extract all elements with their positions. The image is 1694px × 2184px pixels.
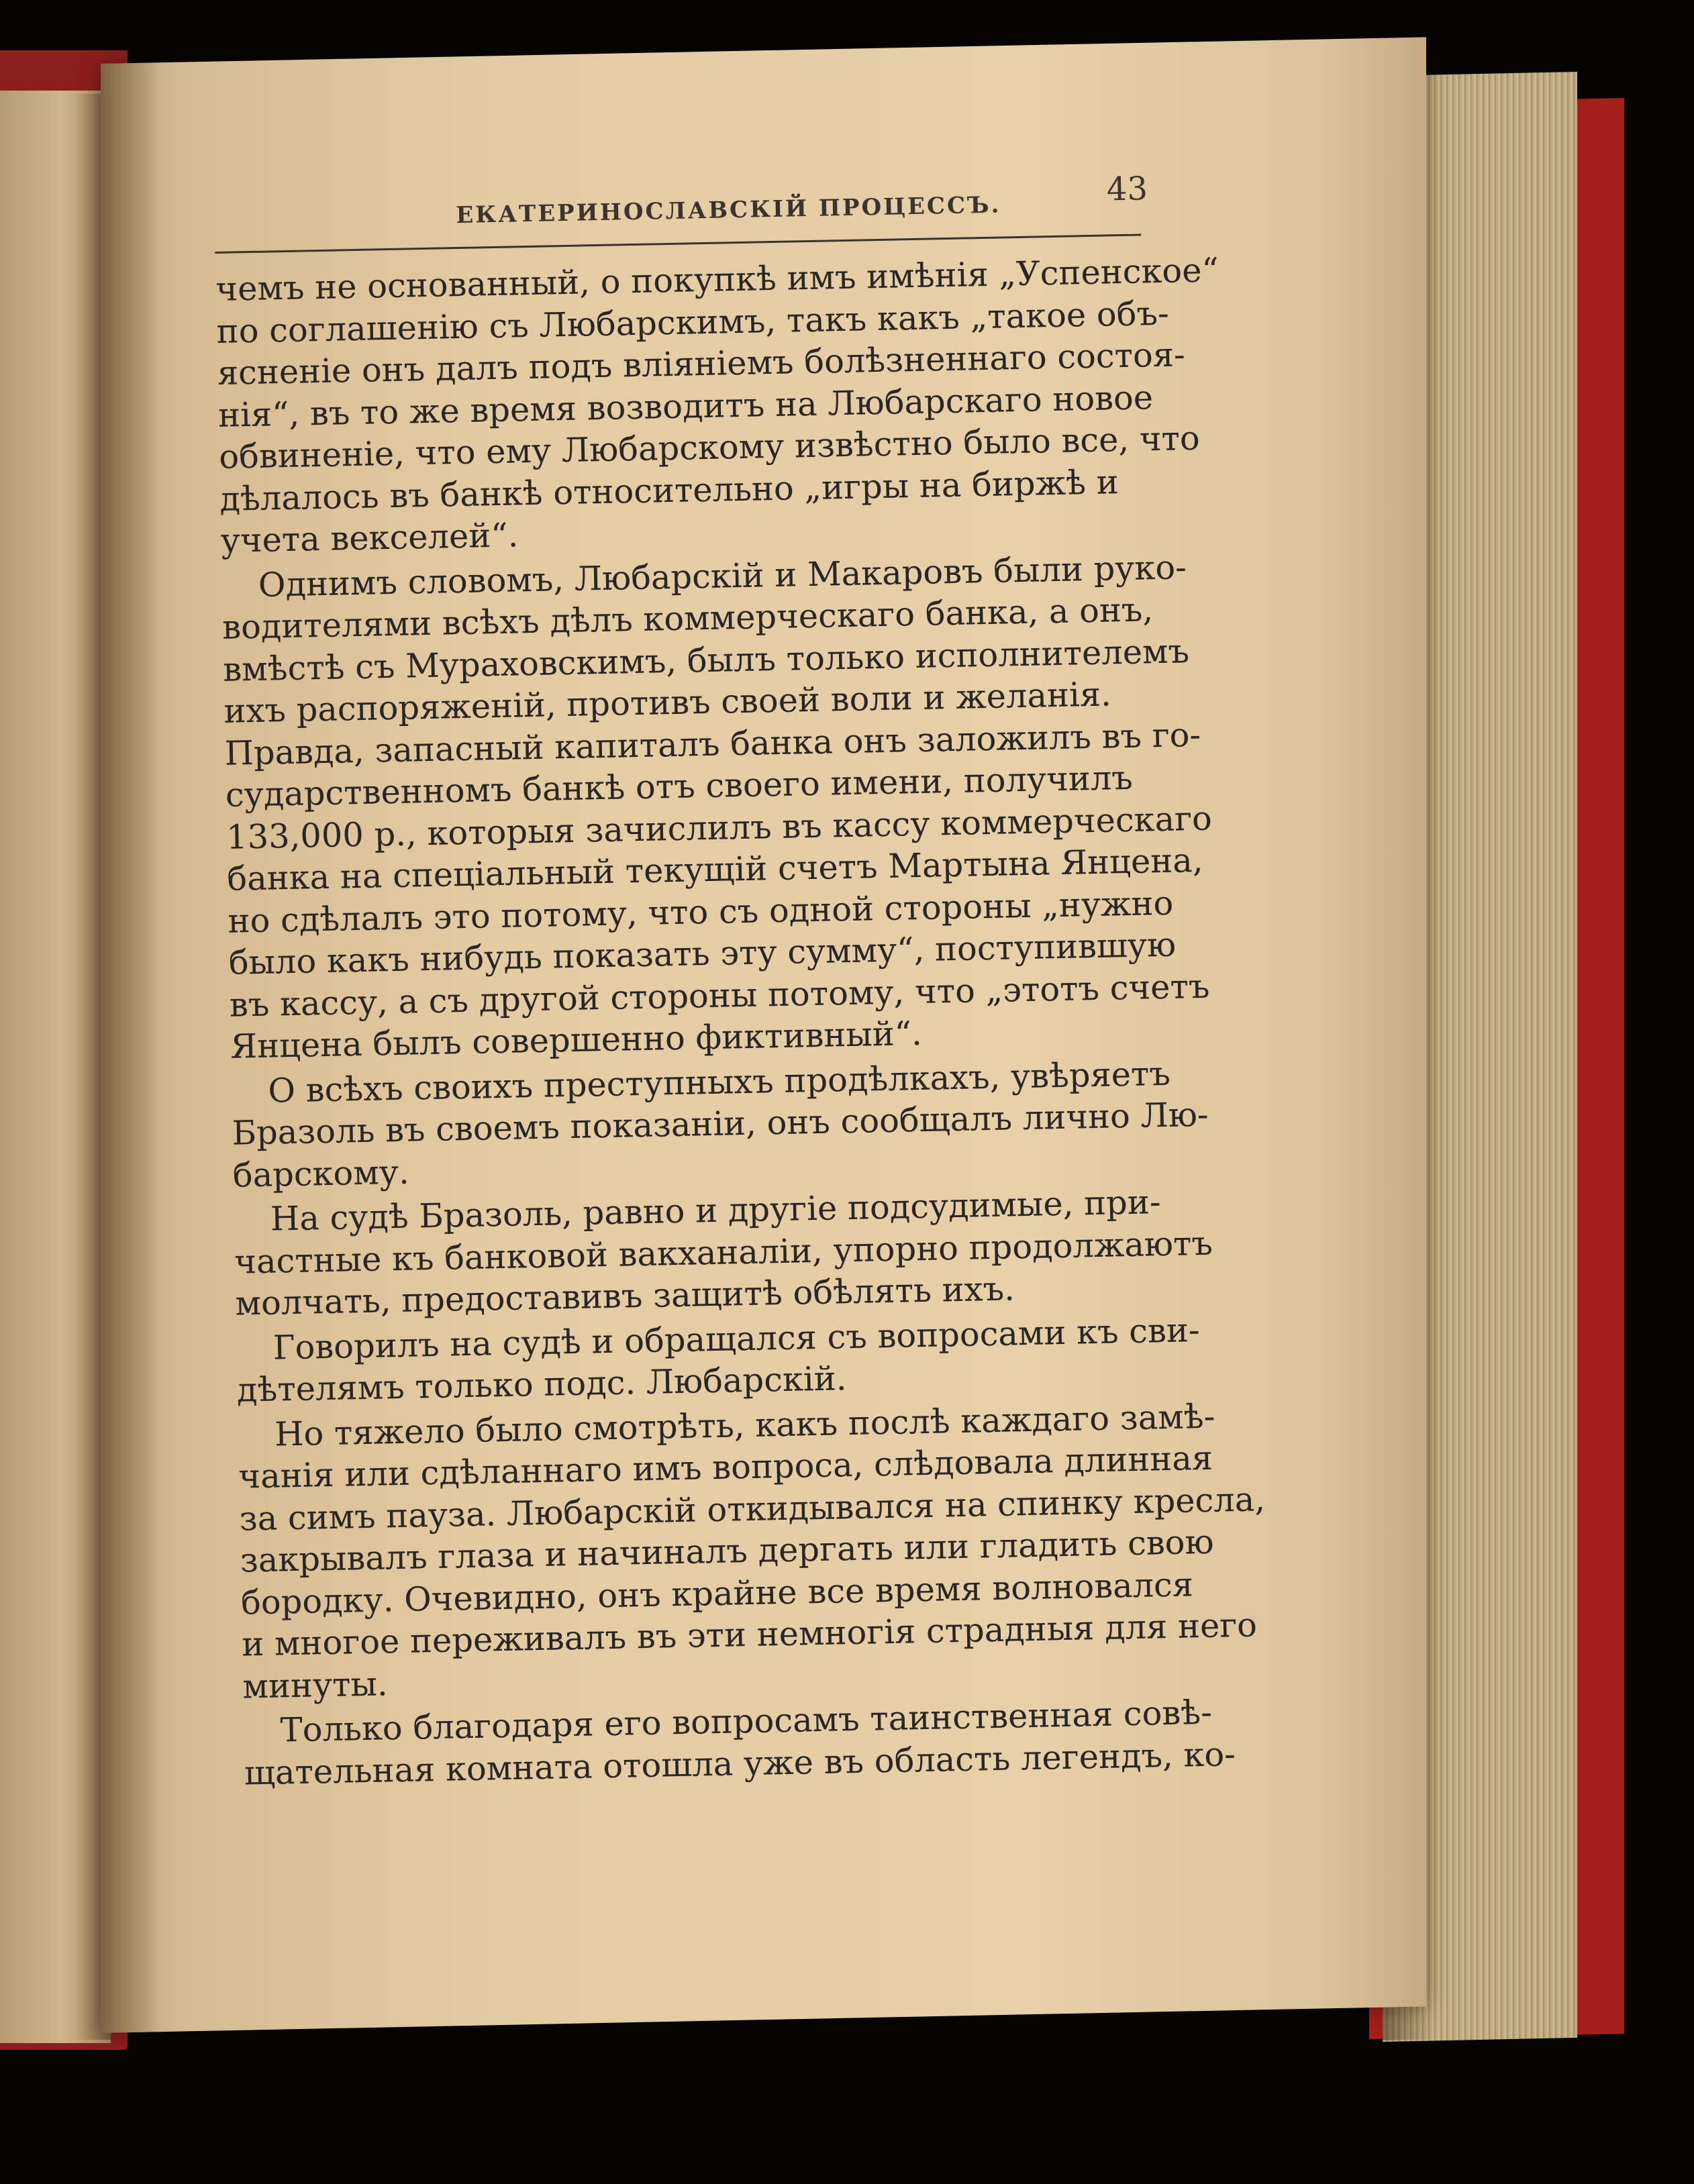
text-line: Только благодаря его вопросамъ таинственная совѣ- (280, 1692, 1213, 1750)
text-line: Говорилъ на судѣ и обращался съ вопросами къ сви- (272, 1310, 1201, 1367)
text-line: обвиненіе, что ему Любарскому извѣстно было все, что (218, 418, 1201, 476)
text-line: вмѣстѣ съ Мураховскимъ, былъ только исполнителемъ (222, 631, 1190, 689)
text-line: Бразоль въ своемъ показаніи, онъ сообщалъ лично Лю- (232, 1094, 1209, 1153)
text-line: банка на спеціальный текущій счетъ Мартына Янцена, (226, 840, 1203, 898)
text-line: но сдѣлалъ это потому, что съ одной стороны „нужно (227, 883, 1174, 941)
text-line: было какъ нибудь показать эту сумму“, поступившую (228, 925, 1177, 982)
header-rule (215, 233, 1141, 253)
text-line: Правда, запасный капиталъ банка онъ заложилъ въ го- (224, 715, 1201, 773)
paragraph (221, 546, 1213, 1068)
paragraph (215, 250, 1219, 562)
text-line: и многое переживалъ въ эти немногія страдныя для него (241, 1605, 1258, 1664)
text-line: ихъ распоряженій, противъ своей воли и желанія. (223, 674, 1112, 731)
page-gutter-shadow (101, 62, 161, 2033)
text-line: въ кассу, а съ другой стороны потому, что „этотъ счетъ (229, 966, 1210, 1025)
page-text (213, 150, 1266, 1794)
paragraph (234, 1181, 1213, 1325)
text-line: нія“, въ то же время возводитъ на Любарскаго новое (217, 377, 1154, 435)
text-line: барскому. (232, 1152, 410, 1195)
text-line: О всѣхъ своихъ преступныхъ продѣлкахъ, увѣряетъ (267, 1053, 1171, 1110)
paragraph (238, 1396, 1266, 1707)
text-line: Янцена былъ совершенно фиктивный“. (230, 1013, 923, 1066)
text-line: Но тяжело было смотрѣть, какъ послѣ каждаго замѣ- (274, 1396, 1215, 1454)
text-line: по соглашенію съ Любарскимъ, такъ какъ „такое объ- (216, 293, 1170, 351)
text-line: минуты. (242, 1663, 389, 1706)
body-text (215, 250, 1266, 1794)
text-line: сударственномъ банкѣ отъ своего имени, получилъ (225, 758, 1134, 815)
page-header (213, 150, 1162, 268)
text-line: чемъ не основанный, о покупкѣ имъ имѣнія „Успенское“ (215, 250, 1219, 309)
text-line: На судѣ Бразоль, равно и другіе подсудимые, при- (270, 1182, 1162, 1239)
text-line: ясненіе онъ далъ подъ вліяніемъ болѣзненнаго состоя- (217, 335, 1186, 393)
text-line: чанія или сдѣланнаго имъ вопроса, слѣдовала длинная (238, 1438, 1213, 1496)
text-line: закрывалъ глаза и начиналъ дергать или гладить свою (240, 1522, 1215, 1580)
paragraph (236, 1309, 1201, 1411)
text-line: бородку. Очевидно, онъ крайне все время волновался (240, 1564, 1194, 1622)
text-line: Однимъ словомъ, Любарскій и Макаровъ были руко- (258, 547, 1187, 605)
text-line: за симъ пауза. Любарскій откидывался на спинку кресла, (239, 1479, 1266, 1539)
page-number: 43 (1106, 170, 1148, 209)
text-line: молчать, предоставивъ защитѣ обѣлять ихъ. (234, 1269, 1015, 1323)
text-line: дѣтелямъ только подс. Любарскій. (236, 1359, 847, 1410)
text-line: 133,000 р., которыя зачислилъ въ кассу коммерческаго (226, 798, 1213, 857)
text-line: учета векселей“. (220, 515, 519, 560)
text-line: щательная комната отошла уже въ область легендъ, ко- (244, 1734, 1236, 1793)
text-line: водителями всѣхъ дѣлъ коммерческаго банка, а онъ, (221, 590, 1154, 647)
text-line: частные къ банковой вакханаліи, упорно продолжаютъ (234, 1223, 1213, 1282)
text-line: дѣлалось въ банкѣ относительно „игры на биржѣ и (219, 462, 1119, 519)
paragraph (231, 1052, 1209, 1196)
running-head: ЕКАТЕРИНОСЛАВСКІЙ ПРОЦЕССЪ. (456, 191, 1001, 229)
